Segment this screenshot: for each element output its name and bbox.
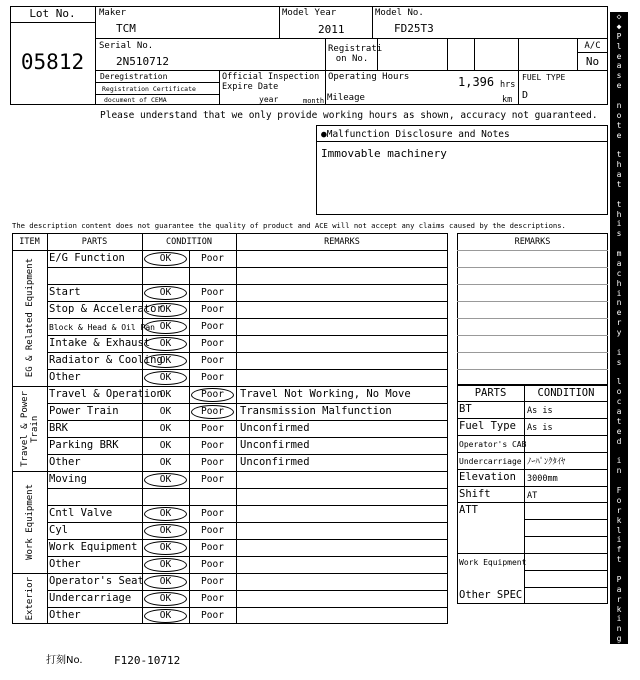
spec-row-label: ATT [459,504,478,517]
spec-row [457,502,608,519]
condition-poor: Poor [201,508,224,519]
side-banner-char [610,476,628,486]
serial-no-value: 2N510712 [116,55,169,68]
condition-poor: Poor [201,457,224,468]
row-part: Undercarriage [49,592,132,604]
stamp-value: F120-10712 [114,654,181,667]
row-part: Moving [49,473,87,485]
side-banner-char: h [616,278,622,288]
operating-hours-label: Operating Hours [328,72,410,82]
group-label-line1: Travel & Power [19,390,30,467]
row-part: Other [49,609,81,621]
condition-ok: OK [159,423,172,434]
condition-ok: OK [159,593,172,604]
group-label-text [20,391,40,467]
table-row [47,284,448,301]
row-part: Other [49,558,81,570]
ok-selected-circle [144,303,187,317]
row-part: BRK [49,422,68,434]
row-part: E/G Function [49,252,125,264]
row-part: Start [49,286,81,298]
lot-no-value: 05812 [20,50,85,74]
divider [279,6,280,38]
lot-no-label: Lot No. [29,7,76,20]
side-banner-char: s [616,229,622,239]
stamp-label: 打刻No. [46,655,83,666]
side-banner-char: h [616,209,622,219]
operating-hours-value: 1,396 [458,75,495,89]
header-item: ITEM [19,237,40,247]
model-year-value: 2011 [318,23,345,36]
spec-row [457,570,608,587]
side-banner-char: r [616,505,622,515]
row-remark: Travel Not Working, No Move [240,388,411,400]
group-label [12,250,47,386]
side-banner-char: e [616,426,622,436]
condition-poor: Poor [201,304,224,315]
condition-ok: OK [159,508,172,519]
condition-ok: OK [159,372,172,383]
side-banner-char: r [616,594,622,604]
divider [518,38,519,105]
divider [95,82,219,83]
side-banner-char: l [616,377,622,387]
divider [95,94,219,95]
header-remarks-right: REMARKS [514,237,551,247]
poor-selected-circle [191,405,234,419]
fuel-type-label: FUEL TYPE [522,73,566,82]
condition-poor: Poor [201,338,224,349]
side-banner-char: c [616,268,622,278]
side-banner-char: l [616,41,622,51]
condition-poor: Poor [201,355,224,366]
side-banner-char: i [616,219,622,229]
side-banner-char [610,239,628,249]
year-label: year [259,95,279,104]
side-banner-char: e [616,308,622,318]
official-inspection-label [222,72,319,92]
divider [316,141,608,142]
divider [372,6,373,38]
divider [457,335,608,336]
month-label: month [303,97,325,105]
table-row [47,471,448,488]
side-banner-char: i [616,614,622,624]
side-banner-char: i [616,535,622,545]
table-row [47,556,448,573]
registration-no-label [328,44,383,64]
group-label [12,471,47,573]
registration-no-label-line2: on No. [335,54,369,64]
side-banner-char [610,190,628,200]
row-remark: Transmission Malfunction [240,405,392,417]
side-banner-char: e [616,81,622,91]
side-banner-char: d [616,436,622,446]
group-label-text: Work Equipment [24,484,35,560]
condition-ok: OK [159,389,172,400]
cema-label: document of CEMA [104,96,167,104]
condition-poor: Poor [201,559,224,570]
row-part: Intake & Exhaust [49,337,151,349]
side-banner-char: a [616,407,622,416]
row-part: Radiator & Cooling [49,354,163,366]
row-remark: Unconfirmed [240,422,310,434]
row-part: Parking BRK [49,439,119,451]
side-banner-char: ◆ [616,644,622,653]
side-banner-char: t [616,150,622,160]
condition-poor: Poor [201,440,224,451]
condition-ok: OK [159,542,172,553]
row-part: Other [49,456,81,468]
side-banner-char: s [616,71,622,81]
side-banner-char [610,447,628,457]
row-part: Other [49,371,81,383]
row-remark: Unconfirmed [240,439,310,451]
ok-selected-circle [144,337,187,351]
row-part: Power Train [49,405,119,417]
condition-ok: OK [159,457,172,468]
spec-row [457,519,608,536]
group-label-text: EG & Related Equipment [24,258,35,378]
side-banner-char: f [616,545,622,555]
side-banner-char [610,140,628,150]
ac-label: A/C [584,41,601,51]
condition-ok: OK [159,338,172,349]
divider [377,38,378,70]
side-banner-char: i [616,288,622,298]
group-label [12,573,47,624]
deregistration-label: Deregistration [100,72,168,81]
group-label-line2: Train [29,414,40,443]
header-parts: PARTS [81,237,108,247]
side-banner-char: a [616,584,622,594]
remarks-table-frame [457,233,608,386]
side-banner-char: n [616,624,622,634]
condition-ok: OK [159,440,172,451]
divider [325,38,326,105]
ok-selected-circle [144,558,187,572]
divider [457,250,608,251]
condition-poor: Poor [201,253,224,264]
condition-poor: Poor [201,610,224,621]
side-banner-char: ◇ [616,12,622,21]
row-part: Work Equipment [49,541,138,553]
side-banner-char: a [616,170,622,179]
hrs-label: hrs [500,80,516,90]
spec-row-label: Other SPEC [459,588,523,601]
divider [474,38,475,70]
side-banner-char: ◇ [616,653,622,663]
side-banner-char: g [616,634,622,644]
ok-selected-circle [144,541,187,555]
disclaimer: The description content does not guarantee the quality of product and ACE will not accept any claims caused by the descriptions. [12,221,566,230]
spec-row-value: ﾉｰﾊﾟﾝｸﾀｲﾔ [527,456,566,467]
condition-ok: OK [159,474,172,485]
official-inspection-label-line1: Official Inspection [222,72,320,82]
ok-selected-circle [144,592,187,606]
malfunction-title: ●Malfunction Disclosure and Notes [321,129,510,140]
side-banner-char: o [616,110,622,120]
condition-poor: Poor [201,525,224,536]
side-banner-char: c [616,397,622,407]
condition-ok: OK [159,355,172,366]
spec-parts-header: PARTS [474,387,507,399]
ok-selected-circle [144,286,187,300]
table-row [47,267,448,284]
side-banner-char: P [616,574,622,584]
side-banner-char: m [616,249,622,258]
side-banner-char: n [616,298,622,308]
condition-poor: Poor [201,389,224,400]
side-banner-char: e [616,130,622,140]
registration-certificate-label: Registration Certificate [102,85,196,93]
condition-poor: Poor [201,474,224,485]
side-banner-char: t [616,179,622,189]
ok-selected-circle [144,524,187,538]
side-banner-char: i [616,347,622,357]
side-banner-char: P [616,31,622,41]
divider [219,70,220,105]
row-part: Block & Head & Oil Pan [49,323,155,332]
side-banner-char: k [616,515,622,525]
divider [95,70,608,71]
divider [577,52,608,53]
row-part: Cntl Valve [49,507,113,519]
side-banner-char: t [616,555,622,565]
group-label [12,386,47,471]
malfunction-text: Immovable machinery [321,147,447,160]
spec-row-label: Elevation [459,470,516,483]
condition-poor: Poor [201,406,224,417]
divider [457,267,608,268]
spec-row-value: As is [527,422,553,433]
row-part: Stop & Accelerator [49,303,163,315]
side-banner-char: t [616,416,622,426]
side-banner-char: F [616,486,622,495]
condition-ok: OK [159,576,172,587]
condition-poor: Poor [201,321,224,332]
divider [457,352,608,353]
mileage-label: Mileage [327,93,365,103]
ok-selected-circle [144,354,187,368]
side-banner [610,12,628,663]
poor-selected-circle [191,388,234,402]
side-banner-char: ◆ [616,21,622,31]
condition-ok: OK [159,253,172,264]
side-banner-char: a [616,61,622,71]
spec-row-value: AT [527,490,538,501]
side-banner-char: n [616,100,622,110]
header-condition: CONDITION [165,237,213,247]
model-no-label: Model No. [375,8,424,18]
header-remarks: REMARKS [324,237,360,247]
maker-value: TCM [116,22,136,35]
divider [95,38,608,39]
side-banner-char [610,368,628,378]
side-banner-char: l [616,525,622,535]
side-banner-char [610,91,628,101]
spec-row-value: As is [527,406,553,416]
ok-selected-circle [144,320,187,334]
row-part: Travel & Operation [49,388,163,400]
spec-row-value: 3000mm [527,473,558,484]
row-part: Cyl [49,524,68,536]
ok-selected-circle [144,609,187,623]
spec-row-label: Operator's CAB [459,439,527,449]
ac-value: No [585,55,600,68]
divider [457,284,608,285]
hours-notice: Please understand that we only provide working hours as shown, accuracy not guaranteed. [100,110,598,121]
side-banner-char: k [616,604,622,614]
condition-poor: Poor [201,593,224,604]
serial-no-label: Serial No. [99,41,154,51]
divider [457,369,608,370]
spec-row-label: Undercarriage [459,456,522,466]
row-part: Operator's Seat [49,575,144,587]
ok-selected-circle [144,473,187,487]
spec-row-label: Shift [459,487,491,500]
side-banner-char: a [616,258,622,268]
side-banner-char: t [616,120,622,130]
divider [457,318,608,319]
model-year-label: Model Year [282,8,337,18]
ok-selected-circle [144,507,187,521]
side-banner-char: i [616,456,622,466]
condition-poor: Poor [201,372,224,383]
model-no-value: FD25T3 [394,22,434,35]
ok-selected-circle [144,371,187,385]
condition-poor: Poor [201,542,224,553]
side-banner-char [610,338,628,348]
condition-poor: Poor [201,423,224,434]
spec-row-label: Fuel Type [459,419,516,432]
side-banner-char: n [616,466,622,476]
divider [457,301,608,302]
km-label: km [502,95,513,105]
condition-poor: Poor [201,576,224,587]
ok-selected-circle [144,252,187,266]
condition-ok: OK [159,525,172,536]
table-row [47,488,448,505]
condition-ok: OK [159,287,172,298]
condition-ok: OK [159,559,172,570]
side-banner-char [610,565,628,575]
condition-ok: OK [159,321,172,332]
side-banner-char: o [616,495,622,505]
table-row [47,607,448,624]
maker-label: Maker [99,8,127,18]
side-banner-char: t [616,199,622,209]
spec-row-label: BT [459,403,472,415]
group-label-text: Exterior [24,576,35,621]
registration-no-label-line1: Registrati [328,44,383,54]
ok-selected-circle [144,575,187,589]
spec-row [457,536,608,553]
fuel-type-value: D [522,90,529,101]
table-row [47,522,448,539]
condition-ok: OK [159,610,172,621]
table-row [47,369,448,386]
side-banner-char: s [616,357,622,367]
condition-ok: OK [159,304,172,315]
side-banner-char: h [616,160,622,170]
condition-ok: OK [159,406,172,417]
spec-row-label: Work Equipment [459,558,527,568]
side-banner-char: y [616,328,622,337]
side-banner-char: r [616,318,622,328]
side-banner-char: e [616,51,622,61]
official-inspection-label-line2: Expire Date [222,82,279,92]
condition-poor: Poor [201,287,224,298]
divider [10,22,95,23]
side-banner-char: o [616,387,622,397]
spec-condition-header: CONDITION [537,387,595,399]
divider [95,6,96,105]
divider [447,38,448,70]
row-remark: Unconfirmed [240,456,310,468]
